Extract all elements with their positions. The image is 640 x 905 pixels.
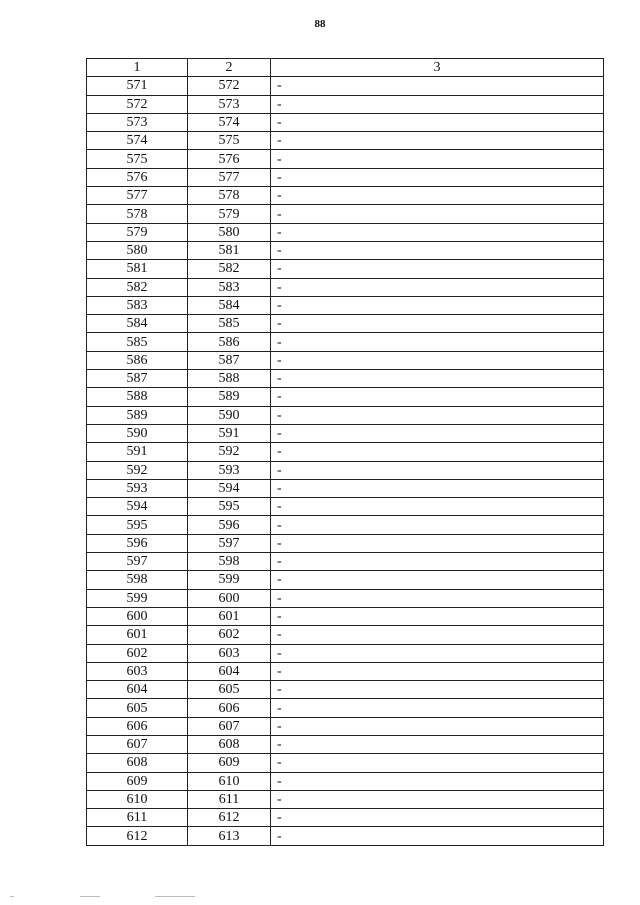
table-cell-col2: 606 xyxy=(188,699,271,717)
table-cell-col2: 586 xyxy=(188,333,271,351)
table-cell-col3: - xyxy=(271,333,604,351)
table-row xyxy=(87,827,604,845)
table-cell-col2: 572 xyxy=(188,77,271,95)
data-table xyxy=(86,58,604,846)
table-cell-col2: 575 xyxy=(188,132,271,150)
table-cell-col1: 574 xyxy=(87,132,188,150)
table-cell-col2: 598 xyxy=(188,553,271,571)
table-cell-col1: 582 xyxy=(87,278,188,296)
table-cell-col3: - xyxy=(271,644,604,662)
table-cell-col2: 590 xyxy=(188,406,271,424)
table-row xyxy=(87,717,604,735)
table-cell-col2: 605 xyxy=(188,681,271,699)
table-row xyxy=(87,479,604,497)
table-row xyxy=(87,735,604,753)
table-cell-col1: 571 xyxy=(87,77,188,95)
table-row xyxy=(87,187,604,205)
table-cell-col1: 578 xyxy=(87,205,188,223)
table-row xyxy=(87,168,604,186)
table-cell-col3: - xyxy=(271,296,604,314)
table-cell-col3: - xyxy=(271,735,604,753)
table-cell-col3: - xyxy=(271,113,604,131)
table-cell-col3: - xyxy=(271,790,604,808)
table-cell-col1: 608 xyxy=(87,754,188,772)
table-cell-col3: - xyxy=(271,95,604,113)
table-cell-col1: 586 xyxy=(87,351,188,369)
table-cell-col2: 582 xyxy=(188,260,271,278)
column-header-2: 2 xyxy=(188,59,271,77)
table-cell-col2: 604 xyxy=(188,662,271,680)
table-cell-col1: 591 xyxy=(87,443,188,461)
table-cell-col3: - xyxy=(271,223,604,241)
table-cell-col2: 602 xyxy=(188,626,271,644)
table-row xyxy=(87,77,604,95)
table-cell-col1: 602 xyxy=(87,644,188,662)
table-cell-col2: 611 xyxy=(188,790,271,808)
table-row xyxy=(87,516,604,534)
table-cell-col3: - xyxy=(271,388,604,406)
table-cell-col1: 575 xyxy=(87,150,188,168)
table-row xyxy=(87,296,604,314)
table-row xyxy=(87,644,604,662)
table-cell-col2: 610 xyxy=(188,772,271,790)
table-cell-col2: 581 xyxy=(188,241,271,259)
table-cell-col2: 609 xyxy=(188,754,271,772)
table-row xyxy=(87,754,604,772)
table-cell-col3: - xyxy=(271,150,604,168)
table-cell-col3: - xyxy=(271,717,604,735)
header-row xyxy=(87,59,604,77)
table-cell-col1: 577 xyxy=(87,187,188,205)
page-number: 88 xyxy=(314,18,326,30)
table-cell-col2: 592 xyxy=(188,443,271,461)
table-cell-col2: 612 xyxy=(188,809,271,827)
table-cell-col3: - xyxy=(271,534,604,552)
column-header-1: 1 xyxy=(87,59,188,77)
table-cell-col2: 613 xyxy=(188,827,271,845)
table-cell-col2: 593 xyxy=(188,461,271,479)
table-cell-col3: - xyxy=(271,278,604,296)
table-cell-col1: 601 xyxy=(87,626,188,644)
table-cell-col2: 600 xyxy=(188,589,271,607)
table-cell-col3: - xyxy=(271,187,604,205)
table-cell-col1: 590 xyxy=(87,424,188,442)
table-row xyxy=(87,333,604,351)
table-row xyxy=(87,95,604,113)
table-row xyxy=(87,534,604,552)
table-cell-col3: - xyxy=(271,681,604,699)
table-cell-col1: 588 xyxy=(87,388,188,406)
table-header xyxy=(87,59,604,77)
table-cell-col1: 611 xyxy=(87,809,188,827)
table-cell-col3: - xyxy=(271,443,604,461)
table-cell-col3: - xyxy=(271,827,604,845)
table-row xyxy=(87,809,604,827)
table-cell-col2: 588 xyxy=(188,370,271,388)
table-cell-col2: 596 xyxy=(188,516,271,534)
table-row xyxy=(87,113,604,131)
table-cell-col3: - xyxy=(271,241,604,259)
table-cell-col2: 577 xyxy=(188,168,271,186)
table-cell-col2: 580 xyxy=(188,223,271,241)
table-cell-col1: 609 xyxy=(87,772,188,790)
table-cell-col1: 589 xyxy=(87,406,188,424)
table-cell-col3: - xyxy=(271,424,604,442)
table-cell-col3: - xyxy=(271,351,604,369)
table-row xyxy=(87,461,604,479)
table-cell-col3: - xyxy=(271,754,604,772)
table-cell-col1: 584 xyxy=(87,315,188,333)
table-cell-col1: 594 xyxy=(87,498,188,516)
table-row xyxy=(87,626,604,644)
table-row xyxy=(87,424,604,442)
table-row xyxy=(87,351,604,369)
table-row xyxy=(87,571,604,589)
table-cell-col3: - xyxy=(271,571,604,589)
table-cell-col1: 587 xyxy=(87,370,188,388)
table-cell-col2: 591 xyxy=(188,424,271,442)
table-row xyxy=(87,223,604,241)
table-cell-col3: - xyxy=(271,479,604,497)
table-cell-col1: 592 xyxy=(87,461,188,479)
table-body xyxy=(87,77,604,845)
table-cell-col2: 587 xyxy=(188,351,271,369)
table-cell-col2: 583 xyxy=(188,278,271,296)
table-cell-col3: - xyxy=(271,772,604,790)
table-cell-col2: 589 xyxy=(188,388,271,406)
table-cell-col1: 572 xyxy=(87,95,188,113)
table-row xyxy=(87,772,604,790)
table-cell-col1: 607 xyxy=(87,735,188,753)
table-cell-col3: - xyxy=(271,516,604,534)
table-cell-col3: - xyxy=(271,406,604,424)
table-cell-col2: 595 xyxy=(188,498,271,516)
table-row xyxy=(87,589,604,607)
table-cell-col1: 595 xyxy=(87,516,188,534)
table-cell-col2: 584 xyxy=(188,296,271,314)
table-cell-col3: - xyxy=(271,553,604,571)
table-cell-col1: 576 xyxy=(87,168,188,186)
table-row xyxy=(87,132,604,150)
table-cell-col2: 576 xyxy=(188,150,271,168)
table-row xyxy=(87,553,604,571)
table-cell-col3: - xyxy=(271,315,604,333)
column-header-3: 3 xyxy=(271,59,604,77)
table-row xyxy=(87,790,604,808)
table-row xyxy=(87,278,604,296)
table-cell-col3: - xyxy=(271,461,604,479)
table-cell-col3: - xyxy=(271,589,604,607)
table-cell-col3: - xyxy=(271,607,604,625)
table-row xyxy=(87,241,604,259)
table-row xyxy=(87,607,604,625)
table-cell-col3: - xyxy=(271,498,604,516)
table-row xyxy=(87,260,604,278)
table-cell-col3: - xyxy=(271,370,604,388)
table-row xyxy=(87,315,604,333)
table-row xyxy=(87,370,604,388)
table-cell-col1: 597 xyxy=(87,553,188,571)
table-cell-col1: 573 xyxy=(87,113,188,131)
table-cell-col3: - xyxy=(271,662,604,680)
table-cell-col3: - xyxy=(271,260,604,278)
table-cell-col2: 599 xyxy=(188,571,271,589)
table-row xyxy=(87,681,604,699)
table-cell-col2: 574 xyxy=(188,113,271,131)
table-cell-col3: - xyxy=(271,77,604,95)
table-cell-col2: 597 xyxy=(188,534,271,552)
table-cell-col1: 605 xyxy=(87,699,188,717)
table-cell-col2: 603 xyxy=(188,644,271,662)
table-cell-col3: - xyxy=(271,809,604,827)
table-cell-col2: 578 xyxy=(188,187,271,205)
table-cell-col2: 579 xyxy=(188,205,271,223)
table-row xyxy=(87,388,604,406)
table-cell-col1: 596 xyxy=(87,534,188,552)
table-row xyxy=(87,662,604,680)
table-cell-col3: - xyxy=(271,699,604,717)
table-row xyxy=(87,406,604,424)
table-cell-col1: 583 xyxy=(87,296,188,314)
table-cell-col2: 573 xyxy=(188,95,271,113)
table-cell-col3: - xyxy=(271,205,604,223)
table-cell-col1: 593 xyxy=(87,479,188,497)
table-row xyxy=(87,699,604,717)
table-cell-col1: 610 xyxy=(87,790,188,808)
table-cell-col1: 603 xyxy=(87,662,188,680)
table-cell-col2: 585 xyxy=(188,315,271,333)
table-row xyxy=(87,443,604,461)
table-cell-col3: - xyxy=(271,168,604,186)
table-row xyxy=(87,498,604,516)
table-cell-col3: - xyxy=(271,626,604,644)
table-cell-col2: 607 xyxy=(188,717,271,735)
table-cell-col2: 594 xyxy=(188,479,271,497)
table-cell-col1: 581 xyxy=(87,260,188,278)
table-cell-col1: 612 xyxy=(87,827,188,845)
table-cell-col1: 606 xyxy=(87,717,188,735)
table-cell-col1: 604 xyxy=(87,681,188,699)
table-row xyxy=(87,205,604,223)
table-cell-col2: 601 xyxy=(188,607,271,625)
table-cell-col3: - xyxy=(271,132,604,150)
table-cell-col2: 608 xyxy=(188,735,271,753)
table-cell-col1: 585 xyxy=(87,333,188,351)
table-cell-col1: 599 xyxy=(87,589,188,607)
scan-artifact xyxy=(10,896,210,900)
table-cell-col1: 598 xyxy=(87,571,188,589)
table-row xyxy=(87,150,604,168)
table-cell-col1: 579 xyxy=(87,223,188,241)
table-cell-col1: 580 xyxy=(87,241,188,259)
table-cell-col1: 600 xyxy=(87,607,188,625)
